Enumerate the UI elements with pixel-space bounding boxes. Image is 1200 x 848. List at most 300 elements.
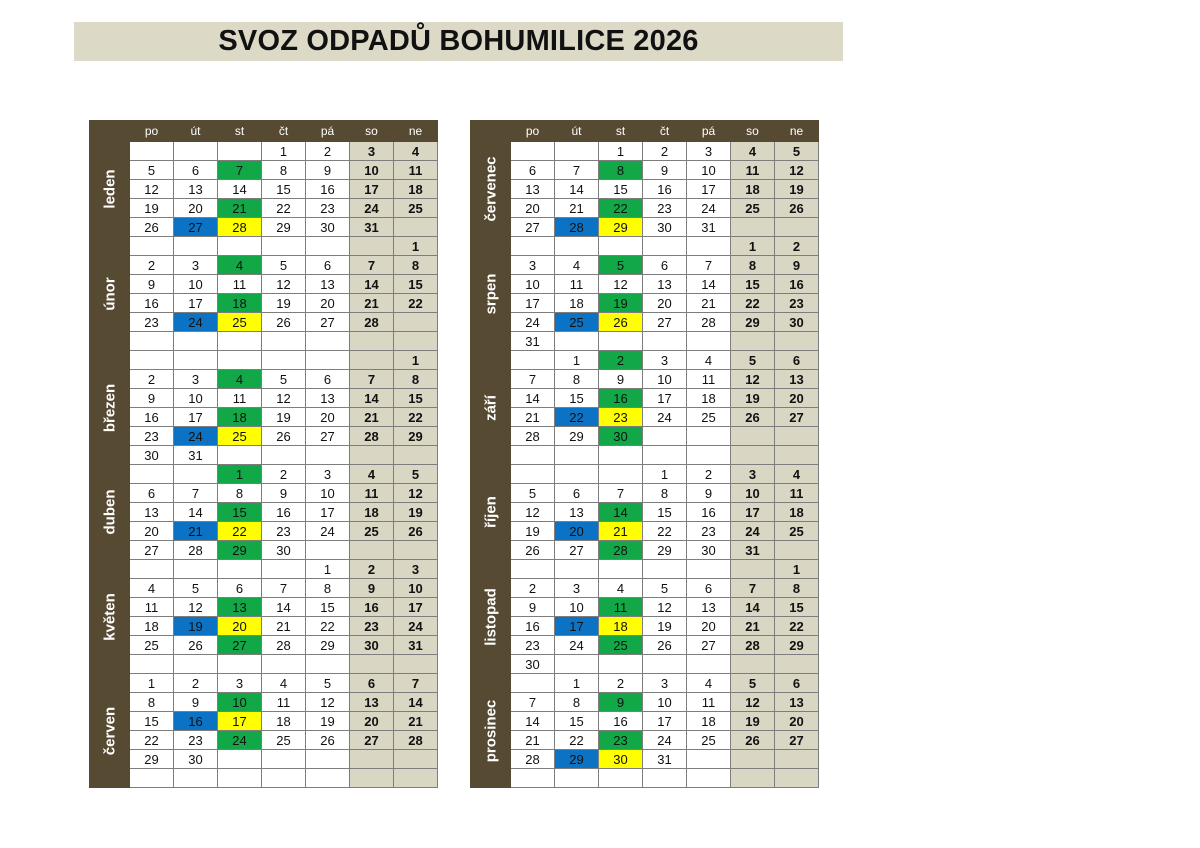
day-cell: 24: [306, 522, 350, 541]
day-cell-yellow: 18: [599, 617, 643, 636]
day-cell: [218, 655, 262, 674]
day-cell: 1: [775, 560, 819, 579]
day-cell: [599, 465, 643, 484]
day-cell: 27: [350, 731, 394, 750]
day-cell: 5: [262, 370, 306, 389]
day-cell-green: 2: [599, 351, 643, 370]
day-cell-green: 25: [599, 636, 643, 655]
day-cell: [394, 655, 438, 674]
day-cell: 14: [218, 180, 262, 199]
weekday-header: ne: [775, 121, 819, 142]
day-cell: 6: [174, 161, 218, 180]
week-row: [90, 351, 438, 370]
day-cell: 8: [643, 484, 687, 503]
day-cell: 28: [511, 427, 555, 446]
month-label-cell: [90, 142, 130, 237]
day-cell: 3: [350, 142, 394, 161]
month-name: srpen: [482, 273, 499, 314]
day-cell: [731, 750, 775, 769]
day-cell: 13: [687, 598, 731, 617]
day-cell-blue: 16: [174, 712, 218, 731]
day-cell: [599, 655, 643, 674]
day-cell: 15: [394, 275, 438, 294]
day-cell: 31: [394, 636, 438, 655]
day-cell: 30: [775, 313, 819, 332]
day-cell: [687, 750, 731, 769]
week-row: [90, 769, 438, 788]
day-cell: [599, 332, 643, 351]
day-cell: 10: [350, 161, 394, 180]
day-cell: 22: [262, 199, 306, 218]
day-cell: 15: [599, 180, 643, 199]
day-cell: [306, 446, 350, 465]
day-cell: 26: [394, 522, 438, 541]
day-cell: [555, 769, 599, 788]
day-cell: [174, 560, 218, 579]
day-cell: 25: [687, 408, 731, 427]
day-cell: 18: [262, 712, 306, 731]
day-cell: [130, 142, 174, 161]
day-cell-green: 23: [599, 731, 643, 750]
day-cell: 24: [555, 636, 599, 655]
day-cell-green: 14: [599, 503, 643, 522]
day-cell: 11: [350, 484, 394, 503]
day-cell-green: 10: [218, 693, 262, 712]
weekday-header: út: [555, 121, 599, 142]
day-cell: 15: [262, 180, 306, 199]
day-cell: 4: [599, 579, 643, 598]
day-cell: [394, 541, 438, 560]
day-cell: [775, 541, 819, 560]
day-cell: [218, 750, 262, 769]
month-name: květen: [101, 592, 118, 641]
day-cell: 2: [775, 237, 819, 256]
day-cell: [394, 218, 438, 237]
day-cell-blue: 20: [555, 522, 599, 541]
day-cell: 6: [775, 351, 819, 370]
day-cell: [218, 446, 262, 465]
day-cell: 19: [775, 180, 819, 199]
day-cell: 12: [394, 484, 438, 503]
day-cell: [306, 351, 350, 370]
week-row: [90, 712, 438, 731]
day-cell: 3: [643, 351, 687, 370]
day-cell: 9: [174, 693, 218, 712]
week-row: [90, 332, 438, 351]
day-cell: 19: [130, 199, 174, 218]
day-cell: 12: [174, 598, 218, 617]
day-cell: [218, 237, 262, 256]
day-cell: 25: [775, 522, 819, 541]
week-row: [471, 712, 819, 731]
day-cell: [643, 560, 687, 579]
day-cell: 13: [350, 693, 394, 712]
day-cell: 21: [350, 294, 394, 313]
day-cell: [218, 769, 262, 788]
day-cell: 3: [174, 370, 218, 389]
day-cell: 29: [306, 636, 350, 655]
weekday-header: st: [599, 121, 643, 142]
month-name: březen: [101, 383, 118, 432]
day-cell: 28: [174, 541, 218, 560]
calendar-table: [89, 120, 438, 788]
day-cell: [687, 237, 731, 256]
week-row: [90, 256, 438, 275]
day-cell: 5: [262, 256, 306, 275]
day-cell: [775, 218, 819, 237]
day-cell: 6: [218, 579, 262, 598]
day-cell-green: 11: [599, 598, 643, 617]
day-cell: 4: [687, 674, 731, 693]
month-name: červenec: [482, 156, 499, 222]
day-cell-yellow: 17: [218, 712, 262, 731]
day-cell: 29: [643, 541, 687, 560]
day-cell-yellow: 29: [599, 218, 643, 237]
week-row: [471, 446, 819, 465]
week-row: [471, 503, 819, 522]
day-cell: 28: [731, 636, 775, 655]
day-cell: 20: [511, 199, 555, 218]
day-cell-green: 13: [218, 598, 262, 617]
day-cell-green: 1: [218, 465, 262, 484]
day-cell: 8: [130, 693, 174, 712]
day-cell: 26: [511, 541, 555, 560]
day-cell: [218, 142, 262, 161]
week-row: [90, 161, 438, 180]
day-cell: 15: [555, 389, 599, 408]
week-row: [471, 769, 819, 788]
day-cell: 2: [350, 560, 394, 579]
day-cell: 10: [511, 275, 555, 294]
day-cell-green: 30: [599, 427, 643, 446]
day-cell: 9: [599, 370, 643, 389]
day-cell: 17: [731, 503, 775, 522]
header-corner: [471, 121, 511, 142]
day-cell: 7: [687, 256, 731, 275]
week-row: [90, 199, 438, 218]
day-cell: 6: [687, 579, 731, 598]
day-cell: 20: [350, 712, 394, 731]
day-cell: 12: [262, 275, 306, 294]
day-cell-yellow: 25: [218, 313, 262, 332]
day-cell: [262, 446, 306, 465]
day-cell: [262, 655, 306, 674]
day-cell: 5: [731, 674, 775, 693]
day-cell: 7: [262, 579, 306, 598]
day-cell: 8: [555, 693, 599, 712]
day-cell: 18: [555, 294, 599, 313]
day-cell: 27: [130, 541, 174, 560]
day-cell: 13: [643, 275, 687, 294]
day-cell: 20: [643, 294, 687, 313]
day-cell: [394, 332, 438, 351]
day-cell: 22: [394, 294, 438, 313]
day-cell: 14: [394, 693, 438, 712]
day-cell: 22: [643, 522, 687, 541]
day-cell: 23: [130, 313, 174, 332]
day-cell: [262, 750, 306, 769]
weekday-header: so: [731, 121, 775, 142]
day-cell: 16: [643, 180, 687, 199]
day-cell: 5: [394, 465, 438, 484]
day-cell: 14: [350, 275, 394, 294]
day-cell: 21: [731, 617, 775, 636]
day-cell: 30: [262, 541, 306, 560]
day-cell: [394, 750, 438, 769]
month-name: říjen: [482, 496, 499, 528]
week-row: [471, 541, 819, 560]
day-cell: [306, 237, 350, 256]
weekday-header: pá: [687, 121, 731, 142]
day-cell: 14: [555, 180, 599, 199]
day-cell: 10: [731, 484, 775, 503]
day-cell: 10: [306, 484, 350, 503]
day-cell: 25: [731, 199, 775, 218]
weekday-header: čt: [643, 121, 687, 142]
day-cell: 3: [511, 256, 555, 275]
day-cell: [350, 351, 394, 370]
day-cell: [350, 769, 394, 788]
day-cell: [511, 769, 555, 788]
day-cell-blue: 24: [174, 313, 218, 332]
week-row: [90, 313, 438, 332]
day-cell: [174, 237, 218, 256]
day-cell: 1: [731, 237, 775, 256]
day-cell: 17: [643, 389, 687, 408]
day-cell: [130, 465, 174, 484]
day-cell: [599, 237, 643, 256]
day-cell: 6: [350, 674, 394, 693]
day-cell: 28: [687, 313, 731, 332]
day-cell-green: 5: [599, 256, 643, 275]
day-cell: [262, 351, 306, 370]
day-cell: 28: [511, 750, 555, 769]
day-cell: [174, 655, 218, 674]
day-cell: [306, 332, 350, 351]
day-cell: 17: [174, 294, 218, 313]
day-cell: [218, 332, 262, 351]
day-cell: 16: [130, 294, 174, 313]
day-cell: 28: [350, 427, 394, 446]
day-cell: 20: [687, 617, 731, 636]
day-cell-green: 27: [218, 636, 262, 655]
day-cell-green: 15: [218, 503, 262, 522]
day-cell: 11: [218, 275, 262, 294]
week-row: [471, 522, 819, 541]
week-row: [90, 484, 438, 503]
day-cell: 8: [218, 484, 262, 503]
day-cell-green: 18: [218, 294, 262, 313]
day-cell: 25: [130, 636, 174, 655]
week-row: [90, 693, 438, 712]
day-cell: 9: [350, 579, 394, 598]
day-cell: [687, 769, 731, 788]
day-cell: 16: [262, 503, 306, 522]
day-cell: 11: [687, 370, 731, 389]
day-cell: 31: [687, 218, 731, 237]
day-cell: [511, 560, 555, 579]
day-cell: 7: [174, 484, 218, 503]
day-cell: 10: [643, 693, 687, 712]
day-cell: 14: [174, 503, 218, 522]
day-cell: 28: [350, 313, 394, 332]
day-cell: 17: [394, 598, 438, 617]
day-cell: 22: [306, 617, 350, 636]
day-cell: 6: [643, 256, 687, 275]
day-cell: 1: [599, 142, 643, 161]
day-cell: 29: [775, 636, 819, 655]
day-cell-green: 4: [218, 256, 262, 275]
week-row: [471, 674, 819, 693]
day-cell: 9: [130, 275, 174, 294]
day-cell: 30: [174, 750, 218, 769]
month-label-cell: [471, 560, 511, 674]
week-row: [471, 313, 819, 332]
week-row: [471, 180, 819, 199]
week-row: [90, 389, 438, 408]
day-cell: 11: [775, 484, 819, 503]
day-cell: 26: [731, 408, 775, 427]
week-row: [471, 256, 819, 275]
week-row: [90, 560, 438, 579]
week-row: [471, 161, 819, 180]
day-cell: 11: [555, 275, 599, 294]
month-label-cell: [90, 237, 130, 351]
day-cell: 15: [555, 712, 599, 731]
day-cell: [555, 655, 599, 674]
day-cell: 7: [731, 579, 775, 598]
day-cell: 7: [394, 674, 438, 693]
day-cell: 1: [130, 674, 174, 693]
day-cell: 25: [350, 522, 394, 541]
week-row: [471, 351, 819, 370]
day-cell: 20: [174, 199, 218, 218]
day-cell: 27: [306, 427, 350, 446]
day-cell: 22: [731, 294, 775, 313]
day-cell: 1: [262, 142, 306, 161]
day-cell: [599, 446, 643, 465]
week-row: [90, 731, 438, 750]
day-cell: 21: [511, 731, 555, 750]
day-cell: 3: [731, 465, 775, 484]
day-cell: 4: [130, 579, 174, 598]
week-row: [90, 617, 438, 636]
day-cell: 19: [643, 617, 687, 636]
day-cell: [174, 332, 218, 351]
day-cell: 23: [350, 617, 394, 636]
day-cell-green: 16: [599, 389, 643, 408]
day-cell: 13: [775, 370, 819, 389]
day-cell: 12: [775, 161, 819, 180]
week-row: [90, 142, 438, 161]
day-cell: [555, 237, 599, 256]
day-cell: 18: [775, 503, 819, 522]
day-cell: 11: [731, 161, 775, 180]
day-cell: 31: [350, 218, 394, 237]
day-cell: 8: [394, 256, 438, 275]
day-cell: [731, 427, 775, 446]
day-cell: [262, 237, 306, 256]
day-cell: 12: [643, 598, 687, 617]
day-cell: [306, 541, 350, 560]
day-cell: [394, 446, 438, 465]
day-cell: [775, 332, 819, 351]
weekday-header-row: [471, 121, 819, 142]
day-cell: 17: [306, 503, 350, 522]
day-cell: 13: [130, 503, 174, 522]
day-cell: 18: [130, 617, 174, 636]
day-cell: 2: [511, 579, 555, 598]
week-row: [90, 408, 438, 427]
day-cell: 17: [350, 180, 394, 199]
day-cell: 11: [262, 693, 306, 712]
week-row: [90, 427, 438, 446]
week-row: [471, 142, 819, 161]
day-cell: 24: [350, 199, 394, 218]
day-cell: 8: [394, 370, 438, 389]
day-cell: [555, 446, 599, 465]
day-cell: 13: [511, 180, 555, 199]
day-cell: 12: [599, 275, 643, 294]
week-row: [90, 522, 438, 541]
day-cell: 6: [306, 370, 350, 389]
day-cell: 14: [687, 275, 731, 294]
day-cell: [731, 218, 775, 237]
day-cell: 10: [687, 161, 731, 180]
weekday-header: st: [218, 121, 262, 142]
day-cell: [731, 446, 775, 465]
day-cell: 10: [394, 579, 438, 598]
day-cell: [731, 560, 775, 579]
weekday-header: čt: [262, 121, 306, 142]
week-row: [471, 427, 819, 446]
day-cell: 4: [350, 465, 394, 484]
day-cell: [130, 769, 174, 788]
day-cell: 27: [775, 408, 819, 427]
day-cell: 9: [130, 389, 174, 408]
day-cell: 20: [306, 294, 350, 313]
day-cell: 3: [306, 465, 350, 484]
day-cell: [511, 237, 555, 256]
day-cell: 17: [511, 294, 555, 313]
day-cell: [643, 332, 687, 351]
day-cell: [394, 313, 438, 332]
day-cell: 30: [306, 218, 350, 237]
week-row: [471, 294, 819, 313]
day-cell: 25: [394, 199, 438, 218]
header-corner: [90, 121, 130, 142]
day-cell: 3: [218, 674, 262, 693]
day-cell: 14: [731, 598, 775, 617]
day-cell: 10: [174, 275, 218, 294]
day-cell: 16: [775, 275, 819, 294]
day-cell: 19: [731, 389, 775, 408]
day-cell: [643, 446, 687, 465]
day-cell: 18: [687, 389, 731, 408]
day-cell: 16: [687, 503, 731, 522]
day-cell: [687, 655, 731, 674]
day-cell: 26: [306, 731, 350, 750]
day-cell-yellow: 21: [599, 522, 643, 541]
day-cell: 23: [687, 522, 731, 541]
day-cell: 24: [731, 522, 775, 541]
day-cell: 14: [350, 389, 394, 408]
day-cell: 24: [643, 731, 687, 750]
day-cell: 15: [643, 503, 687, 522]
day-cell: [555, 560, 599, 579]
day-cell: [687, 446, 731, 465]
day-cell: 5: [130, 161, 174, 180]
